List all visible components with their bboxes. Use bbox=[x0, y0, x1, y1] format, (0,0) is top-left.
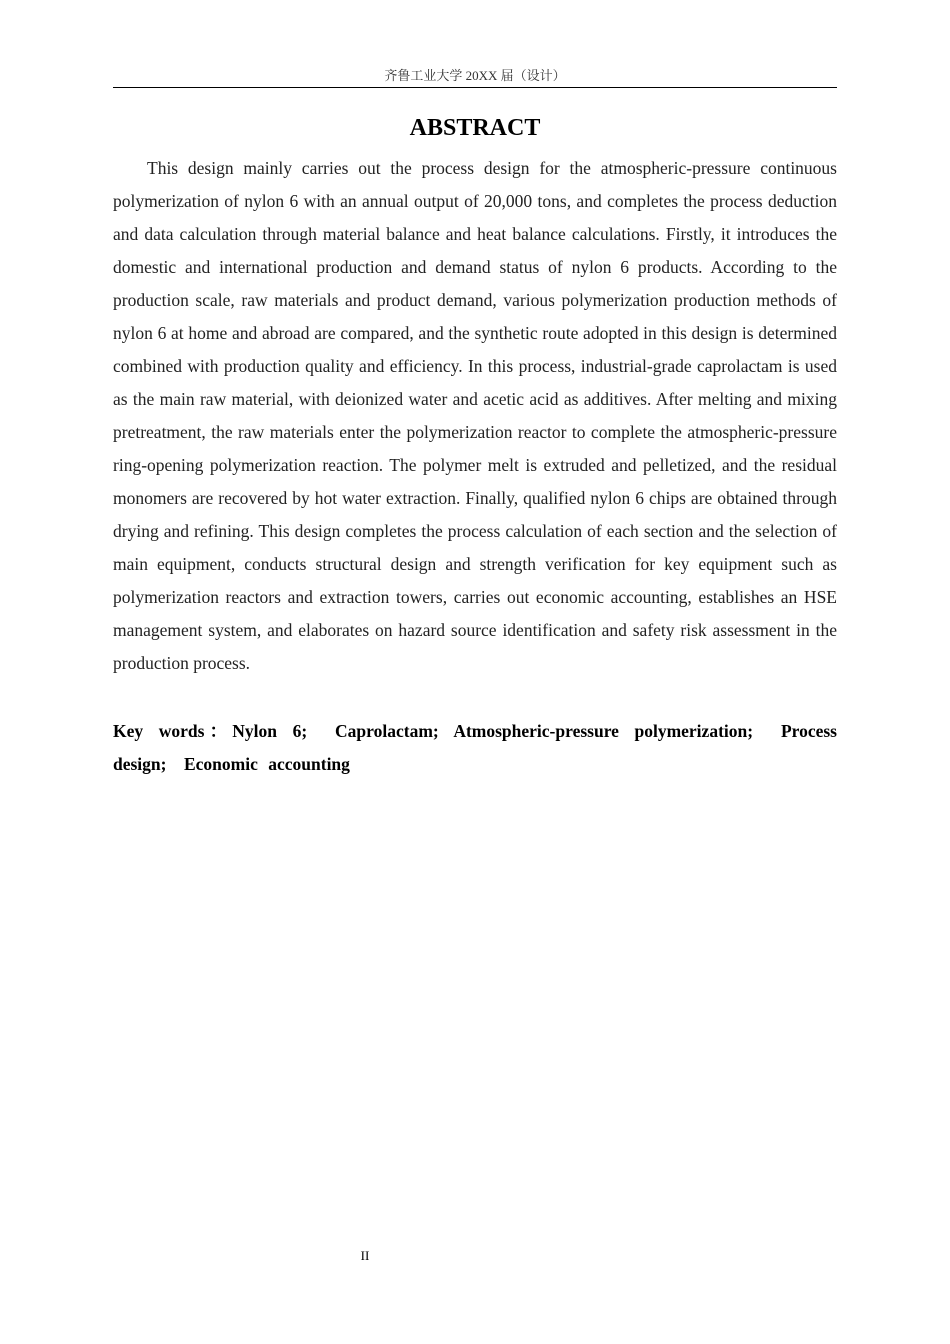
abstract-body: This design mainly carries out the process design for the atmospheric-pressure continuous polymerization of nylon 6 with an annual output of 20,000 tons, and completes the process deduction and data calculation through material balance and heat balance calculations. Firstly, it introduces the domestic and international production and demand status of nylon 6 products. According to the production scale, raw materials and product demand, various polymerization production methods of nylon 6 at home and abroad are compared, and the synthetic route adopted in this design is determined combined with production quality and efficiency. In this process, industrial-grade caprolactam is used as the main raw material, with deionized water and acetic acid as additives. After melting and mixing pretreatment, the raw materials enter the polymerization reactor to complete the atmospheric-pressure ring-opening polymerization reaction. The polymer melt is extruded and pelletized, and the residual monomers are recovered by hot water extraction. Finally, qualified nylon 6 chips are obtained through drying and refining. This design completes the process calculation of each section and the selection of main equipment, conducts structural design and strength verification for key equipment such as polymerization reactors and extraction towers, carries out economic accounting, establishes an HSE management system, and elaborates on hazard source identification and safety risk assessment in the production process. bbox=[113, 158, 837, 673]
page-number: II bbox=[360, 1248, 370, 1263]
page-header: 齐鲁工业大学 20XX 届（设计） bbox=[113, 66, 837, 88]
abstract-title: ABSTRACT bbox=[409, 115, 541, 141]
keywords: Key words：Nylon 6; Caprolactam; Atmospheric-pressure polymerization; Process design; Economic accounting bbox=[113, 721, 837, 774]
